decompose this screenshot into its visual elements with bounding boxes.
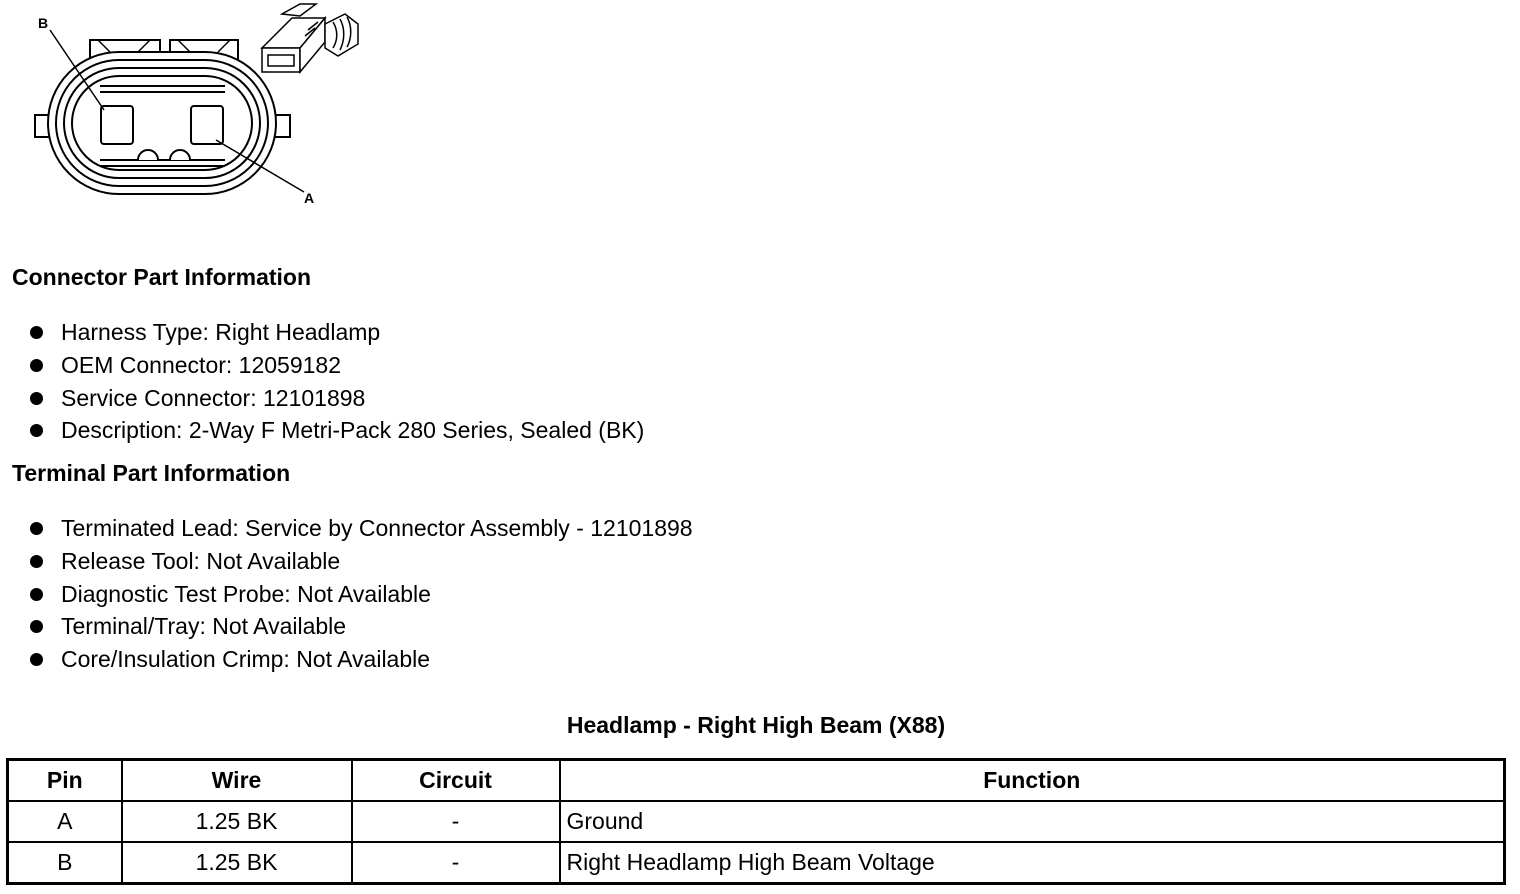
cell-pin: A <box>8 801 122 842</box>
connector-housing-outer <box>48 52 276 194</box>
cell-wire: 1.25 BK <box>122 801 352 842</box>
terminal-part-info-heading: Terminal Part Information <box>12 460 291 486</box>
cell-circuit: - <box>352 801 560 842</box>
header-circuit: Circuit <box>352 760 560 802</box>
bullet-icon <box>30 588 43 601</box>
list-item: Harness Type: Right Headlamp <box>28 316 644 349</box>
bullet-icon <box>30 392 43 405</box>
pin-label-a: A <box>304 190 315 206</box>
table-row <box>8 801 1505 842</box>
connector-3d-icon <box>262 4 358 72</box>
table-row <box>8 842 1505 884</box>
cell-wire: 1.25 BK <box>122 842 352 884</box>
header-function: Function <box>560 760 1505 802</box>
bullet-icon <box>30 326 43 339</box>
connector-part-info-heading: Connector Part Information <box>12 264 312 290</box>
list-item: Diagnostic Test Probe: Not Available <box>28 578 693 611</box>
header-pin: Pin <box>8 760 122 802</box>
connector-diagram <box>0 0 380 215</box>
bullet-icon <box>30 424 43 437</box>
bullet-icon <box>30 620 43 633</box>
connector-info-list <box>28 316 644 447</box>
cell-function: Ground <box>560 801 1505 842</box>
pin-table <box>6 758 1506 885</box>
bullet-icon <box>30 653 43 666</box>
cell-circuit: - <box>352 842 560 884</box>
cavity-a <box>191 106 223 144</box>
pin-label-b: B <box>38 15 49 31</box>
bullet-icon <box>30 555 43 568</box>
bullet-icon <box>30 359 43 372</box>
list-item: Terminal/Tray: Not Available <box>28 610 693 643</box>
cavity-b <box>101 106 133 144</box>
list-item: Description: 2-Way F Metri-Pack 280 Series, Sealed (BK) <box>28 414 644 447</box>
header-wire: Wire <box>122 760 352 802</box>
list-item: OEM Connector: 12059182 <box>28 349 644 382</box>
table-header-row <box>8 760 1505 802</box>
pin-table-title: Headlamp - Right High Beam (X88) <box>566 712 946 738</box>
list-item: Core/Insulation Crimp: Not Available <box>28 643 693 676</box>
list-item: Release Tool: Not Available <box>28 545 693 578</box>
cell-function: Right Headlamp High Beam Voltage <box>560 842 1505 884</box>
terminal-info-list <box>28 512 693 676</box>
bullet-icon <box>30 522 43 535</box>
list-item: Terminated Lead: Service by Connector Assembly - 12101898 <box>28 512 693 545</box>
cell-pin: B <box>8 842 122 884</box>
list-item: Service Connector: 12101898 <box>28 382 644 415</box>
